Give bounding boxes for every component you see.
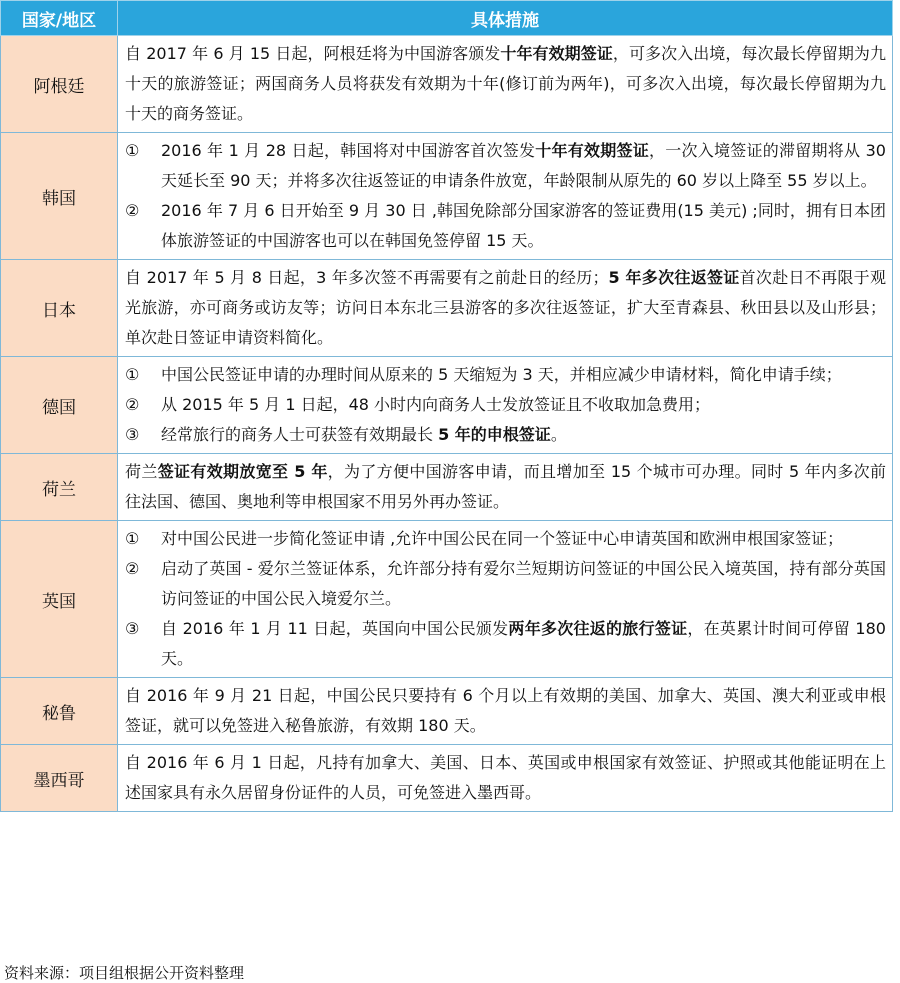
item-text — [161, 554, 886, 614]
item-text — [161, 390, 886, 420]
item-number: ② — [125, 559, 140, 578]
text-segment: ，可多次入出境，每次最长停留期为九十天的旅游签证；两国商务人员将获发有效期为十年(修订前为两年)，可多次入出境，每次最长停留期为九十天的商务签证。 — [125, 44, 886, 123]
text-segment: 自 2016 年 1 月 11 日起，英国向中国公民颁发 — [161, 619, 509, 638]
highlight-text: 签证有效期放宽至 5 年 — [157, 462, 328, 481]
item-text — [125, 686, 886, 735]
item-text — [161, 524, 886, 554]
measure-item — [125, 681, 886, 741]
country-cell: 秘鲁 — [1, 678, 118, 745]
measures-cell — [118, 678, 893, 745]
item-text — [125, 753, 886, 802]
country-cell: 韩国 — [1, 133, 118, 260]
text-segment: ，为了方便中国游客申请，而且增加至 15 个城市可办理。同时 5 年内多次前往法国、德国、奥地利等申根国家不用另外再办签证。 — [125, 462, 886, 511]
header-measures: 具体措施 — [118, 1, 893, 36]
item-text — [161, 360, 886, 390]
text-segment: 对中国公民进一步简化签证申请 ,允许中国公民在同一个签证中心申请英国和欧洲申根国家签证； — [161, 529, 844, 548]
measures-cell — [118, 260, 893, 357]
highlight-text: 5 年的申根签证 — [438, 425, 551, 444]
table-row — [1, 133, 893, 260]
measures-cell — [118, 133, 893, 260]
text-segment: 中国公民签证申请的办理时间从原来的 5 天缩短为 3 天，并相应减少申请材料，简化申请手续； — [161, 365, 842, 384]
measure-item — [125, 136, 886, 196]
highlight-text: 十年有效期签证 — [500, 44, 613, 63]
table-row — [1, 454, 893, 521]
measure-item — [125, 420, 886, 450]
table-header-row — [1, 1, 893, 36]
text-segment: 2016 年 1 月 28 日起，韩国将对中国游客首次签发 — [161, 141, 536, 160]
measures-cell — [118, 36, 893, 133]
text-segment: 从 2015 年 5 月 1 日起，48 小时内向商务人士发放签证且不收取加急费用； — [161, 395, 711, 414]
country-cell: 日本 — [1, 260, 118, 357]
measures-cell — [118, 745, 893, 812]
item-number: ① — [125, 529, 140, 548]
item-text — [125, 268, 886, 347]
item-text — [161, 614, 886, 674]
text-segment: 自 2016 年 9 月 21 日起，中国公民只要持有 6 个月以上有效期的美国、加拿大、英国、澳大利亚或申根签证，就可以免签进入秘鲁旅游，有效期 180 天。 — [125, 686, 886, 735]
text-segment: 启动了英国 - 爱尔兰签证体系，允许部分持有爱尔兰短期访问签证的中国公民入境英国，持有部分英国访问签证的中国公民入境爱尔兰。 — [161, 559, 886, 608]
country-cell: 德国 — [1, 357, 118, 454]
text-segment: ，一次入境签证的滞留期将从 30 天延长至 90 天；并将多次往返签证的申请条件放宽，年龄限制从原先的 60 岁以上降至 55 岁以上。 — [161, 141, 886, 190]
header-country: 国家/地区 — [1, 1, 118, 36]
table-row — [1, 357, 893, 454]
highlight-text: 两年多次往返的旅行签证 — [508, 619, 688, 638]
item-text — [125, 462, 886, 511]
measures-cell — [118, 454, 893, 521]
item-text — [161, 136, 886, 196]
measure-item — [125, 390, 886, 420]
country-cell: 墨西哥 — [1, 745, 118, 812]
measure-item — [125, 524, 886, 554]
table-body — [1, 36, 893, 812]
text-segment: 自 2017 年 5 月 8 日起，3 年多次签不再需要有之前赴日的经历； — [125, 268, 609, 287]
measure-item — [125, 39, 886, 129]
item-text — [161, 420, 886, 450]
measures-cell — [118, 357, 893, 454]
country-cell: 英国 — [1, 521, 118, 678]
measure-item — [125, 748, 886, 808]
text-segment: 自 2016 年 6 月 1 日起，凡持有加拿大、美国、日本、英国或申根国家有效签证、护照或其他能证明在上述国家具有永久居留身份证件的人员，可免签进入墨西哥。 — [125, 753, 886, 802]
table-row — [1, 678, 893, 745]
item-number: ① — [125, 141, 140, 160]
text-segment: 自 2017 年 6 月 15 日起，阿根廷将为中国游客颁发 — [125, 44, 501, 63]
item-number: ③ — [125, 425, 140, 444]
text-segment: 首次赴日不再限于观光旅游，亦可商务或访友等；访问日本东北三县游客的多次往返签证，扩大至青森县、秋田县以及山形县；单次赴日签证申请资料简化。 — [125, 268, 886, 347]
measure-item — [125, 457, 886, 517]
item-text — [161, 196, 886, 256]
measures-cell — [118, 521, 893, 678]
item-number: ① — [125, 365, 140, 384]
table-row — [1, 36, 893, 133]
item-number: ② — [125, 395, 140, 414]
measure-item — [125, 360, 886, 390]
highlight-text: 5 年多次往返签证 — [608, 268, 740, 287]
text-segment: 荷兰 — [125, 462, 158, 481]
text-segment: ，在英累计时间可停留 180 天。 — [161, 619, 886, 668]
table-row — [1, 260, 893, 357]
measure-item — [125, 554, 886, 614]
measure-item — [125, 263, 886, 353]
measure-item — [125, 196, 886, 256]
text-segment: 经常旅行的商务人士可获签有效期最长 — [161, 425, 439, 444]
table-row — [1, 521, 893, 678]
country-cell: 荷兰 — [1, 454, 118, 521]
item-number: ③ — [125, 619, 140, 638]
text-segment: 。 — [550, 425, 567, 444]
source-note: 资料来源：项目组根据公开资料整理 — [4, 964, 245, 982]
highlight-text: 十年有效期签证 — [535, 141, 649, 160]
item-text — [125, 44, 886, 123]
text-segment: 2016 年 7 月 6 日开始至 9 月 30 日 ,韩国免除部分国家游客的签证费用(15 美元) ;同时，拥有日本团体旅游签证的中国游客也可以在韩国免签停留 15 天。 — [161, 201, 886, 250]
table-row — [1, 745, 893, 812]
measure-item — [125, 614, 886, 674]
item-number: ② — [125, 201, 140, 220]
country-cell: 阿根廷 — [1, 36, 118, 133]
